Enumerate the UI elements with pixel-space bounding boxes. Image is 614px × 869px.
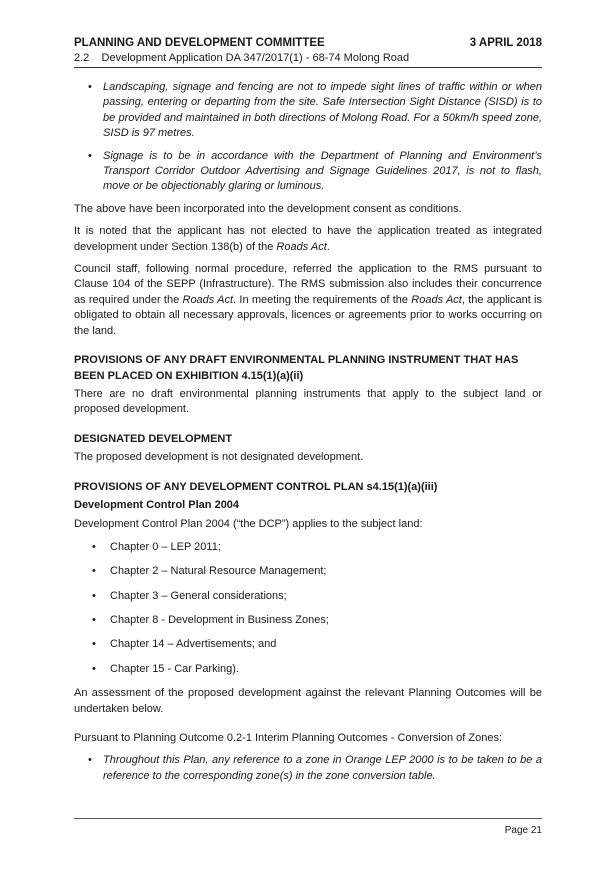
item-title: Development Application DA 347/2017(1) - 68-74 Molong Road (101, 52, 410, 64)
bullet-marker: • (92, 638, 96, 651)
bullet-landscaping (74, 80, 542, 142)
paragraph-council (74, 262, 542, 339)
header-divider (74, 67, 542, 68)
list-item (74, 637, 542, 652)
bullet-marker: • (92, 662, 96, 675)
bullet-text: Signage is to be in accordance with the Department of Planning and Environment’s Transport Corridor Outdoor Advertising and Signage Guidelines 2017, is not to flash, move or be objectionably glaring or luminous. (103, 149, 542, 193)
paragraph-dcp: Development Control Plan 2004 (“the DCP”) applies to the subject land: (74, 518, 423, 531)
paragraph-assessment: An assessment of the proposed development against the relevant Planning Outcomes will be undertaken below. (74, 687, 542, 715)
act-name: Roads Act (182, 293, 234, 306)
chapter-label: Chapter 3 – General considerations; (110, 589, 287, 602)
chapter-label: Chapter 8 - Development in Business Zones; (110, 613, 329, 626)
item-number: 2.2 (74, 52, 90, 64)
committee-name: PLANNING AND DEVELOPMENT COMMITTEE (74, 37, 325, 49)
list-item (74, 613, 542, 628)
subheading-dcp: Development Control Plan 2004 (74, 498, 240, 511)
bullet-marker: • (88, 81, 92, 93)
paragraph-integrated (74, 224, 542, 255)
text-run: It is noted that the applicant has not elected to have the application treated as integrated development under Section 138(b) of the (74, 225, 542, 253)
list-item (74, 589, 542, 604)
page-body (74, 80, 542, 791)
bullet-text: Landscaping, signage and fencing are not to impede sight lines of traffic within or when passing, entering or departing from the site. Safe Intersection Sight Distance (SISD) is to be provided and maintained in both directions of Molong Road. For a 50km/h speed zone, SISD is 97 metres. (103, 81, 542, 140)
bullet-marker: • (88, 149, 92, 162)
chapter-label: Chapter 14 – Advertisements; and (110, 638, 277, 651)
chapter-list (74, 540, 542, 677)
list-item (74, 564, 542, 579)
chapter-label: Chapter 15 - Car Parking). (110, 662, 239, 675)
paragraph-designated: The proposed development is not designated development. (74, 451, 364, 464)
bullet-zone-reference (74, 753, 542, 784)
chapter-label: Chapter 0 – LEP 2011; (110, 540, 221, 553)
bullet-marker: • (92, 613, 96, 626)
page-header (74, 36, 542, 66)
page-number: Page 21 (504, 825, 542, 836)
bullet-marker: • (92, 565, 96, 578)
chapter-label: Chapter 2 – Natural Resource Management; (110, 565, 327, 578)
bullet-marker: • (92, 540, 96, 553)
footer-divider (74, 818, 542, 819)
paragraph-pursuant: Pursuant to Planning Outcome 0.2-1 Interim Planning Outcomes - Conversion of Zones: (74, 731, 502, 744)
item-line (74, 51, 542, 66)
bullet-marker: • (92, 589, 96, 602)
paragraph-incorporated: The above have been incorporated into the development consent as conditions. (74, 202, 462, 215)
heading-dcp: PROVISIONS OF ANY DEVELOPMENT CONTROL PLAN s4.15(1)(a)(iii) (74, 480, 438, 493)
list-item (74, 540, 542, 555)
text-run: . In meeting the requirements of the (233, 293, 412, 306)
paragraph-draft-epi: There are no draft environmental planning instruments that apply to the subject land or proposed development. (74, 387, 542, 416)
act-name: Roads Act (276, 240, 327, 253)
bullet-signage (74, 149, 542, 195)
text-run: . (326, 240, 330, 253)
meeting-date: 3 APRIL 2018 (469, 37, 542, 49)
list-item (74, 662, 542, 677)
header-row (74, 36, 542, 51)
bullet-marker: • (88, 754, 92, 767)
act-name: Roads Act (411, 293, 462, 306)
heading-draft-epi: PROVISIONS OF ANY DRAFT ENVIRONMENTAL PLANNING INSTRUMENT THAT HAS BEEN PLACED ON EXHIBITION 4.15(1)(a)(ii) (74, 354, 519, 382)
bullet-text: Throughout this Plan, any reference to a zone in Orange LEP 2000 is to be taken to be a reference to the corresponding zone(s) in the zone conversion table. (103, 754, 542, 782)
text-run: , the applicant is obligated to obtain all necessary approvals, licences or agreements prior to works occurring on the land. (74, 293, 542, 337)
text-run: Council staff, following normal procedure, referred the application to the RMS pursuant to Clause 104 of the SEPP (Infrastructure). The RMS submission also includes their concurrence as required under the (74, 263, 542, 306)
heading-designated: DESIGNATED DEVELOPMENT (74, 432, 233, 445)
